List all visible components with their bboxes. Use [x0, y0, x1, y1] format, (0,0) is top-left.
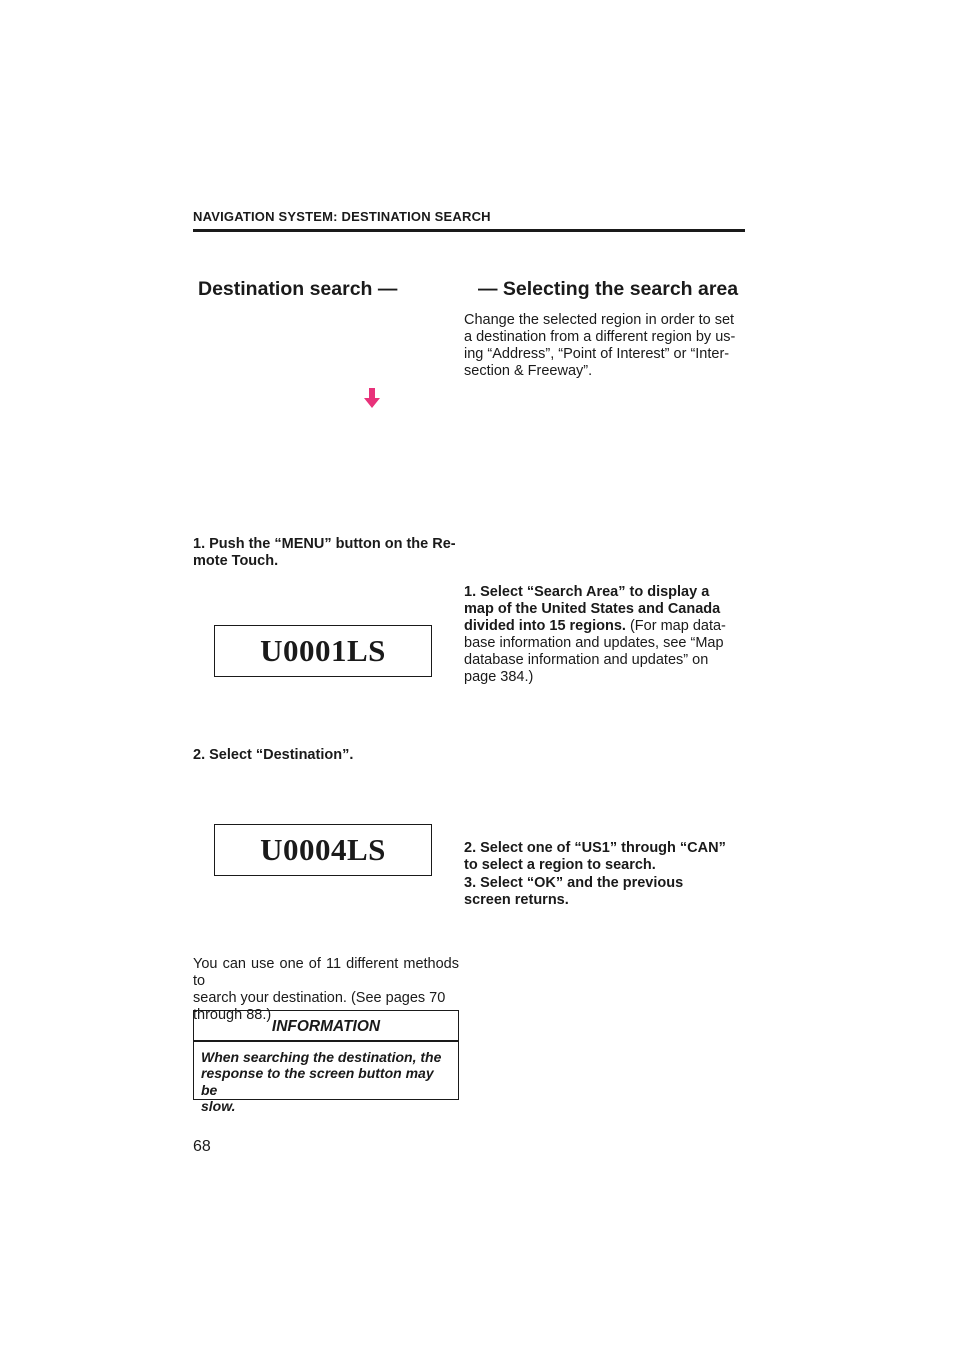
- intro-line-1: Change the selected region in order to set: [464, 312, 735, 328]
- right-step-1: [464, 584, 742, 686]
- right-step-3: [464, 875, 742, 909]
- image-placeholder-u0004ls: [214, 824, 432, 876]
- page-number: 68: [193, 1138, 211, 1155]
- right-step-1-line-2: map of the United States and Canada: [464, 601, 721, 617]
- right-step-1-line-5: database information and updates” on: [464, 652, 709, 668]
- left-step-1-line-1: 1. Push the “MENU” button on the Re-: [193, 536, 456, 552]
- right-step-2-line-1: 2. Select one of “US1” through “CAN”: [464, 840, 726, 856]
- right-intro-paragraph: [464, 312, 742, 380]
- right-step-1-line-1: 1. Select “Search Area” to display a: [464, 584, 710, 600]
- left-step-2: 2. Select “Destination”.: [193, 747, 354, 763]
- information-line-2: response to the screen button may be: [201, 1065, 434, 1098]
- intro-line-4: section & Freeway”.: [464, 363, 593, 379]
- right-step-3-line-2: screen returns.: [464, 892, 569, 908]
- right-step-2: [464, 840, 742, 874]
- right-step-1-line-3-tail: (For map data-: [625, 618, 726, 634]
- information-line-3: slow.: [201, 1098, 236, 1114]
- right-step-1-line-6: page 384.): [464, 669, 534, 685]
- methods-line-2: search your destination. (See pages 70: [193, 990, 446, 1006]
- image-label: U0004LS: [260, 832, 386, 867]
- methods-line-1: You can use one of 11 different methods to: [193, 956, 459, 989]
- right-step-2-line-2: to select a region to search.: [464, 857, 656, 873]
- information-title: INFORMATION: [271, 1018, 381, 1035]
- header-rule: [193, 229, 745, 232]
- section-title-right: — Selecting the search area: [478, 278, 739, 300]
- methods-line-3: through 88.): [193, 1007, 272, 1023]
- right-step-1-line-4: base information and updates, see “Map: [464, 635, 724, 651]
- intro-line-3: ing “Address”, “Point of Interest” or “Inter-: [464, 346, 730, 362]
- information-body: [194, 1042, 458, 1115]
- left-step-1: [193, 536, 459, 570]
- pink-down-arrow-icon: [363, 388, 381, 408]
- right-step-1-line-3-bold: divided into 15 regions.: [464, 618, 626, 634]
- image-label: U0001LS: [260, 633, 386, 668]
- section-title-left: Destination search —: [198, 278, 398, 300]
- right-step-3-line-1: 3. Select “OK” and the previous: [464, 875, 684, 891]
- information-box: [193, 1010, 459, 1114]
- image-placeholder-u0001ls: [214, 625, 432, 677]
- running-header: NAVIGATION SYSTEM: DESTINATION SEARCH: [193, 209, 491, 224]
- left-step-1-line-2: mote Touch.: [193, 553, 279, 569]
- information-line-1: When searching the destination, the: [201, 1048, 442, 1065]
- intro-line-2: a destination from a different region by us-: [464, 329, 736, 345]
